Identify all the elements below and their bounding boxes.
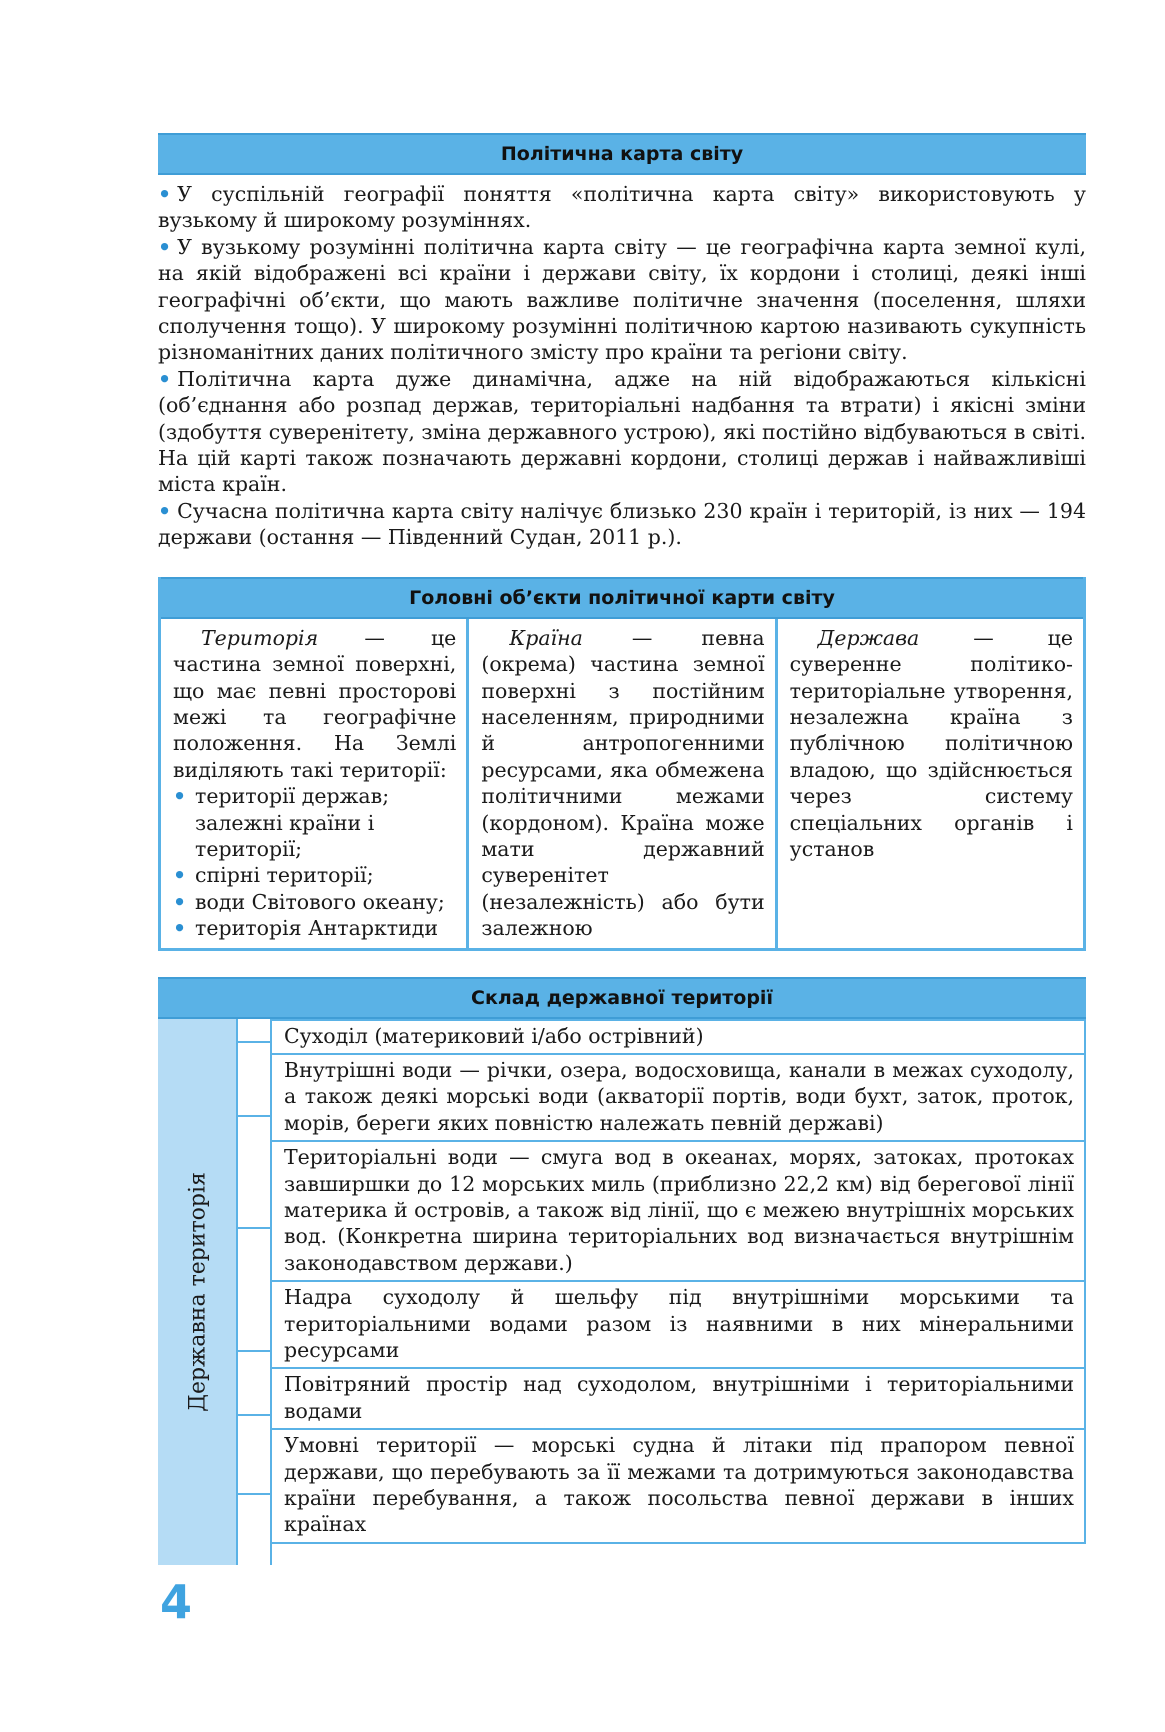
component-box: Внутрішні води — річки, озера, водосховища, канали в межах суходолу, а також деякі морські води (акваторії портів, води бухт, заток, проток, морів, береги яких повністю належать певній державі) <box>270 1055 1086 1142</box>
connector-tick <box>238 1350 270 1352</box>
section-main-objects <box>158 577 1086 951</box>
bullet-paragraph: • Політична карта дуже динамічна, адже на ній відображаються кількісні (об’єднання або розпад держав, територіальні надбання та втрати) і якісні зміни (здобуття суверенітету, зміна державного устрою), які постійно відбуваються в світі. На цій карті також позначають державні кордони, столиці держав і найважливіші міста країн. <box>158 366 1086 497</box>
component-box: Територіальні води — смуга вод в океанах, морях, затоках, протоках завширшки до 12 морських миль (приблизно 22,2 км) від берегової лінії материка й островів, а також від лінії, що є межею внутрішніх морських вод. (Конкретна ширина територіальних вод визначається внутрішнім законодавством держави.) <box>270 1142 1086 1282</box>
connector-tick <box>238 1115 270 1117</box>
bullet-dot-icon: • <box>173 784 187 809</box>
list-item: • води Світового океану; <box>173 889 445 914</box>
side-label: Державна територія <box>185 1171 211 1412</box>
page-number: 4 <box>160 1575 193 1629</box>
page-content <box>158 133 1086 1565</box>
bullet-dot-icon: • <box>158 182 172 206</box>
bullet-paragraph: • У суспільній географії поняття «політична карта світу» використовують у вузькому й широкому розуміннях. <box>158 182 1086 233</box>
connector-tick <box>238 1041 270 1043</box>
list-item: • територія Антарктиди <box>173 916 439 941</box>
bullet-dot-icon: • <box>158 498 172 523</box>
territory-components <box>270 1019 1086 1544</box>
bullet-dot-icon: • <box>173 863 187 888</box>
bullet-paragraph: • У вузькому розумінні політична карта світу — це географічна карта земної кулі, на якій відображені всі країни і держави світу, їх кордони і столиці, деякі інші географічні об’єкти, що мають важливе політичне значення (поселення, шляхи сполучення тощо). У широкому розумінні політичною картою називають сукупність різноманітних даних політичного змісту про країни та регіони світу. <box>158 234 1086 365</box>
section-political-map-title: Політична карта світу <box>158 133 1086 175</box>
component-box: Суходіл (материковий і/або острівний) <box>270 1019 1086 1055</box>
bullet-paragraph: • Сучасна політична карта світу налічує близько 230 країн і територій, із них — 194 держави (остання — Південний Судан, 2011 р.). <box>158 498 1086 550</box>
connector-lines <box>238 1019 272 1565</box>
bullet-dot-icon: • <box>173 889 187 914</box>
section-main-objects-title: Головні об’єкти політичної карти світу <box>161 577 1083 619</box>
component-box: Умовні території — морські судна й літаки під прапором певної держави, що перебувають за її межами та дотримуються законодавства країни перебування, а також посольства певної держави в інших країнах <box>270 1430 1086 1544</box>
component-box: Повітряний простір над суходолом, внутрішніми і територіальними водами <box>270 1369 1086 1430</box>
connector-tick <box>238 1414 270 1416</box>
section-state-territory <box>158 977 1086 1565</box>
connector-tick <box>238 1493 270 1495</box>
list-item: • спірні території; <box>173 863 374 888</box>
column-state: Держава — це суверенне політико-територіальне утворення, незалежна країна з публічною політичною владою, що здійснюється через систему спеціальних органів і установ <box>775 619 1083 948</box>
bullet-dot-icon: • <box>158 366 172 391</box>
connector-tick <box>238 1227 270 1229</box>
list-item: • території держав; залежні країни і території; <box>173 784 390 861</box>
column-territory: Територія — це частина земної поверхні, що має певні просторові межі та географічне положення. На Землі виділяють такі території: • території держав; залежні країни і території; • спірні території; • води Світового океану; • територія Антарктиди <box>173 625 457 941</box>
section-political-map-bullets <box>158 181 1086 551</box>
term-state: Держава <box>817 625 920 650</box>
bullet-dot-icon: • <box>158 234 172 259</box>
section-state-territory-title: Склад державної території <box>158 977 1086 1019</box>
side-label-box <box>158 1019 238 1565</box>
term-territory: Територія <box>201 625 319 650</box>
component-box: Надра суходолу й шельфу під внутрішніми морськими та територіальними водами разом із наявними в них мінеральними ресурсами <box>270 1282 1086 1369</box>
column-country: Країна — певна (окрема) частина земної поверхні з постійним населенням, природними й антропогенними ресурсами, яка обмежена політичними межами (кордоном). Країна може мати державний суверенітет (незалежність) або бути залежною <box>466 619 774 948</box>
bullet-dot-icon: • <box>173 916 187 941</box>
term-country: Країна <box>509 625 583 650</box>
territory-list <box>173 783 456 941</box>
